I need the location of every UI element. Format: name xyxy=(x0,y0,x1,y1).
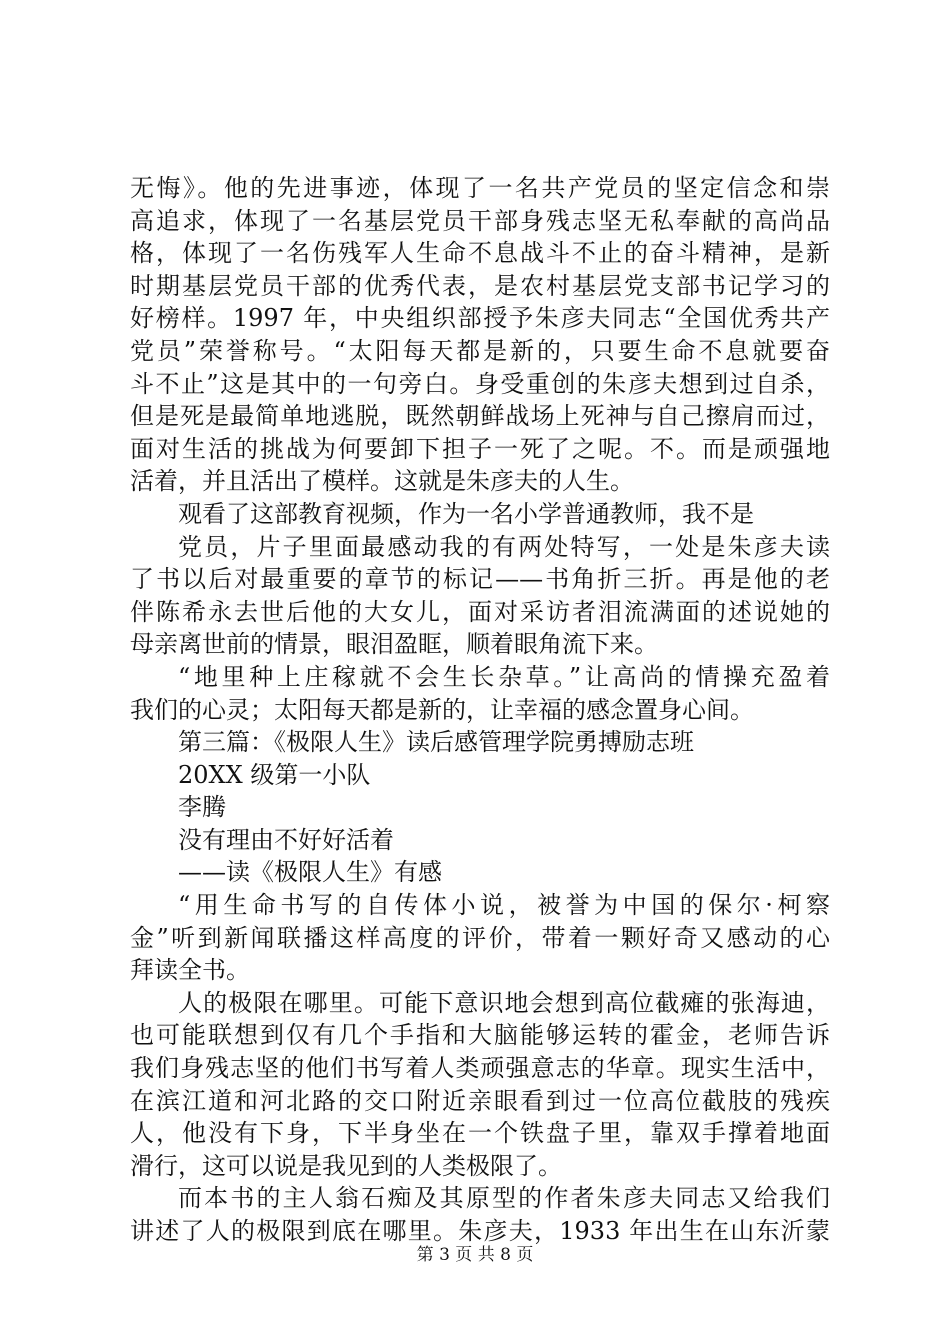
text-line: 时期基层党员干部的优秀代表，是农村基层党支部书记学习的 xyxy=(130,271,830,300)
author-name: 李腾 xyxy=(178,793,226,822)
text-line: 无悔》。他的先进事迹，体现了一名共产党员的坚定信念和崇 xyxy=(130,174,830,202)
text-line: 活着，并且活出了模样。这就是朱彦夫的人生。 xyxy=(130,467,634,496)
section-title: 第三篇：《极限人生》读后感管理学院勇搏励志班 xyxy=(178,728,694,757)
text-line: 了书以后对最重要的章节的标记——书角折三折。再是他的老 xyxy=(130,565,830,594)
paragraph-first-line: 人的极限在哪里。可能下意识地会想到高位截瘫的张海迪， xyxy=(178,988,830,1017)
text-line: 格，体现了一名伤残军人生命不息战斗不止的奋斗精神，是新 xyxy=(130,239,830,268)
paragraph-first-line: 而本书的主人翁石痴及其原型的作者朱彦夫同志又给我们 xyxy=(178,1184,830,1213)
text-line: 讲述了人的极限到底在哪里。朱彦夫，1933 年出生在山东沂蒙 xyxy=(130,1217,830,1245)
text-line: 斗不止”这是其中的一句旁白。身受重创的朱彦夫想到过自杀， xyxy=(130,369,830,398)
document-body xyxy=(130,172,830,1248)
text-line: 滑行，这可以说是我见到的人类极限了。 xyxy=(130,1151,562,1180)
article-title: 没有理由不好好活着 xyxy=(178,825,394,854)
text-line: 高追求，体现了一名基层党员干部身残志坚无私奉献的高尚品 xyxy=(130,206,830,235)
text-line: 在滨江道和河北路的交口附近亲眼看到过一位高位截肢的残疾 xyxy=(130,1086,830,1115)
text-line: 党员，片子里面最感动我的有两处特写，一处是朱彦夫读 xyxy=(178,532,830,561)
text-line: 但是死是最简单地逃脱，既然朝鲜战场上死神与自己擦肩而过， xyxy=(130,402,830,431)
text-line: 人，他没有下身，下半身坐在一个铁盘子里，靠双手撑着地面 xyxy=(130,1119,830,1148)
text-line: 我们的心灵；太阳每天都是新的，让幸福的感念置身心间。 xyxy=(130,695,754,724)
text-line: 金”听到新闻联播这样高度的评价，带着一颗好奇又感动的心 xyxy=(130,923,830,952)
paragraph-first-line: “用生命书写的自传体小说，被誉为中国的保尔·柯察 xyxy=(178,891,830,920)
text-line: 母亲离世前的情景，眼泪盈眶，顺着眼角流下来。 xyxy=(130,630,658,659)
text-line: 拜读全书。 xyxy=(130,956,250,985)
text-line: 伴陈希永去世后他的大女儿，面对采访者泪流满面的述说她的 xyxy=(130,597,830,626)
text-line: 好榜样。1997 年，中央组织部授予朱彦夫同志“全国优秀共产 xyxy=(130,304,830,333)
page-number-footer: 第 3 页 共 8 页 xyxy=(416,1245,534,1265)
article-subtitle: ——读《极限人生》有感 xyxy=(178,858,442,887)
paragraph-first-line: 观看了这部教育视频，作为一名小学普通教师，我不是 xyxy=(178,499,754,528)
text-line: 面对生活的挑战为何要卸下担子一死了之呢。不。而是顽强地 xyxy=(130,434,830,463)
text-line: 党员”荣誉称号。“太阳每天都是新的，只要生命不息就要奋 xyxy=(130,336,830,365)
paragraph-first-line: “地里种上庄稼就不会生长杂草。”让高尚的情操充盈着 xyxy=(178,662,830,691)
text-line: 也可能联想到仅有几个手指和大脑能够运转的霍金，老师告诉 xyxy=(130,1021,830,1050)
text-line: 我们身残志坚的他们书写着人类顽强意志的华章。现实生活中， xyxy=(130,1054,830,1083)
class-line: 20XX 级第一小队 xyxy=(178,760,371,789)
